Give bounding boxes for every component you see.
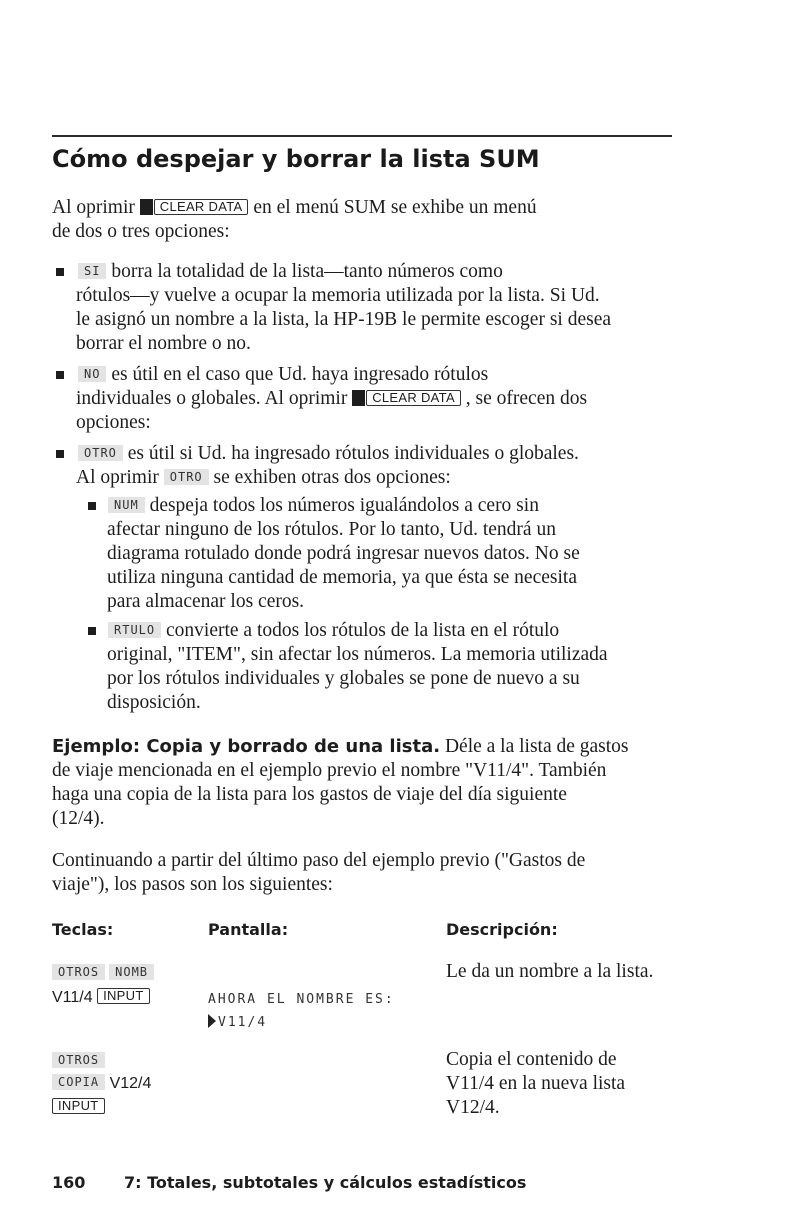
page-number: 160 bbox=[52, 1173, 86, 1192]
softkey-rtulo: RTULO bbox=[108, 622, 161, 638]
bullet-icon bbox=[88, 627, 96, 635]
suboption-num-line-2: afectar ninguno de los rótulos. Por lo tanto, Ud. tendrá un bbox=[107, 519, 556, 540]
option-no-line-2: individuales o globales. Al oprimir CLEAR DATA , se ofrecen dos bbox=[76, 388, 588, 409]
softkey-copia: COPIA bbox=[52, 1074, 105, 1090]
intro-line-1: Al oprimir CLEAR DATA en el menú SUM se exhibe un menú bbox=[52, 197, 537, 218]
example-line-4: (12/4). bbox=[52, 808, 105, 829]
example-continue-line-2: viaje"), los pasos son los siguientes: bbox=[52, 874, 333, 895]
suboption-num-line-4: utiliza ninguna cantidad de memoria, ya que ésta se necesita bbox=[107, 567, 577, 588]
section-title: Cómo despejar y borrar la lista SUM bbox=[52, 145, 540, 173]
input-key: INPUT bbox=[52, 1098, 105, 1114]
suboption-rtulo-line-2: original, "ITEM", sin afectar los números. La memoria utilizada bbox=[107, 644, 608, 665]
cursor-arrow-icon bbox=[208, 1014, 216, 1028]
row2-description-line-1: Copia el contenido de bbox=[446, 1049, 617, 1070]
clear-data-key: CLEAR DATA bbox=[366, 390, 461, 406]
example-continue-line-1: Continuando a partir del último paso del ejemplo previo ("Gastos de bbox=[52, 850, 586, 871]
bullet-icon bbox=[56, 371, 64, 379]
input-key: INPUT bbox=[97, 988, 150, 1004]
softkey-no: NO bbox=[78, 366, 106, 382]
row1-display-line-2: V11/4 bbox=[208, 1014, 267, 1030]
row1-display-line-1: AHORA EL NOMBRE ES: bbox=[208, 992, 395, 1007]
example-line-2: de viaje mencionada en el ejemplo previo el nombre "V11/4". También bbox=[52, 760, 607, 781]
clear-data-key: CLEAR DATA bbox=[154, 199, 249, 215]
softkey-otros: OTROS bbox=[52, 1052, 105, 1068]
example-line-3: haga una copia de la lista para los gastos de viaje del día siguiente bbox=[52, 784, 567, 805]
option-otro: OTRO es útil si Ud. ha ingresado rótulos individuales o globales. bbox=[78, 442, 579, 466]
row2-keys-line-1 bbox=[52, 1052, 105, 1071]
softkey-otros: OTROS bbox=[52, 964, 105, 980]
softkey-otro-inline: OTRO bbox=[164, 469, 209, 485]
header-descripcion: Descripción: bbox=[446, 920, 558, 939]
suboption-num: NUM despeja todos los números igualándolos a cero sin bbox=[108, 494, 539, 518]
example-heading: Ejemplo: Copia y borrado de una lista. bbox=[52, 736, 441, 757]
example-heading-line: Ejemplo: Copia y borrado de una lista. Déle a la lista de gastos bbox=[52, 736, 629, 757]
header-pantalla: Pantalla: bbox=[208, 920, 289, 939]
softkey-nomb: NOMB bbox=[109, 964, 154, 980]
chapter-title: 7: Totales, subtotales y cálculos estadísticos bbox=[124, 1173, 527, 1192]
row1-keys-line-2: V11/4 INPUT bbox=[52, 988, 150, 1007]
option-si-line-3: le asignó un nombre a la lista, la HP-19B le permite escoger si desea bbox=[76, 309, 612, 330]
softkey-num: NUM bbox=[108, 497, 145, 513]
softkey-si: SI bbox=[78, 263, 106, 279]
suboption-rtulo-line-3: por los rótulos individuales y globales se pone de nuevo a su bbox=[107, 668, 580, 689]
bullet-icon bbox=[56, 450, 64, 458]
option-otro-line-2: Al oprimir OTRO se exhiben otras dos opciones: bbox=[76, 467, 451, 488]
row1-keys-line-1 bbox=[52, 964, 154, 983]
intro-line-2: de dos o tres opciones: bbox=[52, 221, 230, 242]
option-no-line-3: opciones: bbox=[76, 412, 151, 433]
softkey-otro: OTRO bbox=[78, 445, 123, 461]
suboption-num-line-5: para almacenar los ceros. bbox=[107, 591, 305, 612]
header-teclas: Teclas: bbox=[52, 920, 114, 939]
row1-description: Le da un nombre a la lista. bbox=[446, 961, 654, 982]
option-no: NO es útil en el caso que Ud. haya ingresado rótulos bbox=[78, 363, 488, 387]
option-si: SI borra la totalidad de la lista—tanto números como bbox=[78, 260, 503, 284]
section-top-rule bbox=[52, 135, 672, 137]
row2-description-line-3: V12/4. bbox=[446, 1097, 500, 1118]
suboption-rtulo: RTULO convierte a todos los rótulos de la lista en el rótulo bbox=[108, 619, 559, 643]
row2-keys-line-2: COPIA V12/4 bbox=[52, 1074, 151, 1093]
option-si-line-4: borrar el nombre o no. bbox=[76, 333, 251, 354]
row2-keys-line-3 bbox=[52, 1098, 105, 1117]
shift-key-icon bbox=[140, 199, 153, 215]
bullet-icon bbox=[88, 502, 96, 510]
row2-description-line-2: V11/4 en la nueva lista bbox=[446, 1073, 626, 1094]
suboption-num-line-3: diagrama rotulado donde podrá ingresar nuevos datos. No se bbox=[107, 543, 580, 564]
option-si-line-2: rótulos—y vuelve a ocupar la memoria utilizada por la lista. Si Ud. bbox=[76, 285, 600, 306]
suboption-rtulo-line-4: disposición. bbox=[107, 692, 201, 713]
bullet-icon bbox=[56, 268, 64, 276]
shift-key-icon bbox=[352, 390, 365, 406]
